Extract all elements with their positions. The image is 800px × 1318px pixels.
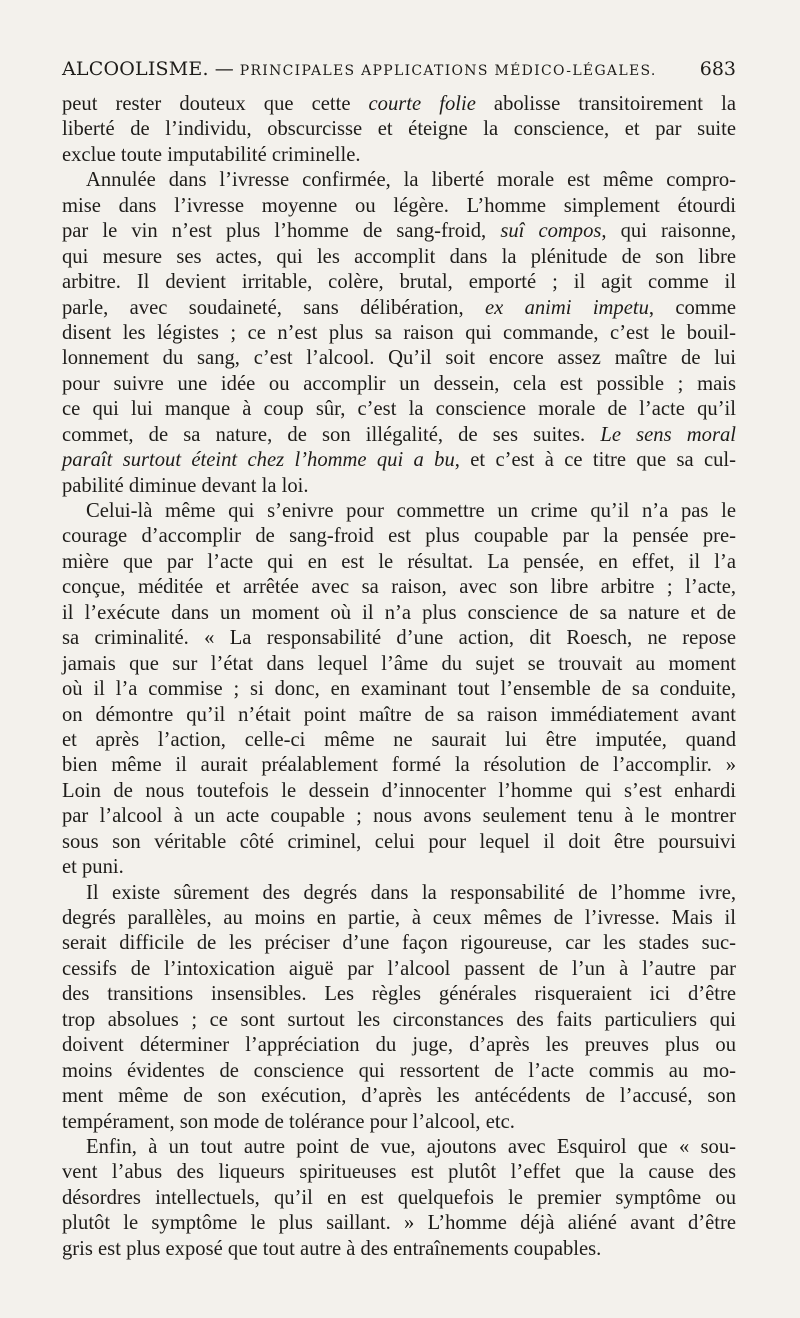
- text-run: , qui raisonne,: [601, 220, 736, 243]
- text-run: doivent déterminer l’appréciation du juge, d’après les preuves plus ou: [62, 1034, 736, 1057]
- text-line: [62, 550, 736, 575]
- text-line: [62, 703, 736, 728]
- text-line: [62, 245, 736, 270]
- italic-text: courte folie: [368, 93, 476, 115]
- page-number: 683: [699, 58, 736, 80]
- text-run: , et c’est à ce titre que sa cul-: [454, 449, 736, 472]
- text-run: parle, avec soudaineté, sans délibération,: [62, 296, 485, 319]
- text-line: [62, 1008, 736, 1033]
- text-line: [62, 92, 736, 117]
- text-line: [62, 931, 736, 956]
- text-line: [62, 1084, 736, 1109]
- text-run: il l’exécute dans un moment où il n’a plus conscience de sa nature et de: [62, 601, 736, 624]
- text-run: peut rester douteux que cette: [62, 93, 369, 115]
- text-run: gris est plus exposé que tout autre à des entraînements coupables.: [62, 1237, 602, 1260]
- header-left: [62, 58, 657, 80]
- text-line: [62, 168, 736, 193]
- text-run: Il existe sûrement des degrés dans la responsabilité de l’homme ivre,: [86, 881, 736, 904]
- italic-text: ex animi impetu: [484, 296, 649, 319]
- text-line: [62, 117, 736, 142]
- text-run: mise dans l’ivresse moyenne ou légère. L’homme simplement étourdi: [62, 194, 736, 217]
- text-run: sous son véritable côté criminel, celui pour lequel il doit être poursuivi: [62, 830, 736, 853]
- text-line: [62, 346, 736, 371]
- text-line: [62, 779, 736, 804]
- text-run: et après l’action, celle-ci même ne saurait lui être imputée, quand: [62, 728, 736, 751]
- text-line: [62, 881, 736, 906]
- text-run: vent l’abus des liqueurs spiritueuses est plutôt l’effet que la cause des: [62, 1161, 736, 1184]
- text-line: [62, 1160, 736, 1185]
- text-run: qui mesure ses actes, qui les accomplit dans la plénitude de son libre: [62, 245, 736, 268]
- text-run: mière que par l’acte qui en est le résultat. La pensée, en effet, il l’a: [62, 550, 736, 573]
- text-line: [62, 474, 736, 499]
- text-run: tempérament, son mode de tolérance pour l’alcool, etc.: [62, 1110, 515, 1133]
- text-line: [62, 1110, 736, 1135]
- italic-text: suî compos: [500, 220, 602, 243]
- text-run: Enfin, à un tout autre point de vue, ajoutons avec Esquirol que « sou-: [86, 1135, 736, 1158]
- text-line: [62, 143, 736, 168]
- text-line: [62, 575, 736, 600]
- text-line: [62, 652, 736, 677]
- text-run: exclue toute imputabilité criminelle.: [62, 143, 361, 166]
- text-line: [62, 906, 736, 931]
- text-line: [62, 321, 736, 346]
- text-run: par l’alcool à un acte coupable ; nous avons seulement tenu à le montrer: [62, 805, 736, 828]
- text-line: [62, 397, 736, 422]
- text-line: [62, 804, 736, 829]
- text-line: [62, 728, 736, 753]
- text-line: [62, 1211, 736, 1236]
- text-line: [62, 423, 736, 448]
- text-line: [62, 219, 736, 244]
- text-line: [62, 448, 736, 473]
- text-line: [62, 957, 736, 982]
- text-run: cessifs de l’intoxication aiguë par l’alcool passent de l’un à l’autre par: [62, 957, 736, 980]
- text-run: arbitre. Il devient irritable, colère, brutal, emporté ; il agit comme il: [62, 271, 736, 294]
- text-line: [62, 524, 736, 549]
- text-run: Loin de nous toutefois le dessein d’innocenter l’homme qui s’est enhardi: [62, 779, 736, 802]
- text-run: et puni.: [62, 856, 124, 879]
- text-line: [62, 296, 736, 321]
- text-run: , comme: [648, 296, 736, 319]
- text-run: courage d’accomplir de sang-froid est plus coupable par la pensée pre-: [62, 525, 736, 548]
- text-run: lonnement du sang, c’est l’alcool. Qu’il soit encore assez maître de lui: [62, 347, 736, 370]
- text-line: [62, 1186, 736, 1211]
- text-run: où il l’a commise ; si donc, en examinant tout l’ensemble de sa conduite,: [62, 678, 736, 701]
- text-run: désordres intellectuels, qu’il en est quelquefois le premier symptôme ou: [62, 1186, 736, 1209]
- text-line: [62, 830, 736, 855]
- text-run: moins évidentes de conscience qui ressortent de l’acte commis au mo-: [62, 1059, 736, 1082]
- text-run: on démontre qu’il n’était point maître de sa raison immédiatement avant: [62, 703, 736, 726]
- running-header: [62, 58, 736, 92]
- text-run: pour suivre une idée ou accomplir un dessein, cela est possible ; mais: [62, 372, 736, 395]
- text-run: bien même il aurait préalablement formé la résolution de l’accomplir. »: [62, 754, 736, 777]
- italic-text: Le sens moral: [600, 423, 736, 446]
- text-line: [62, 1237, 736, 1262]
- header-separator: —: [214, 58, 234, 80]
- text-run: serait difficile de les préciser d’une façon rigoureuse, car les stades suc-: [62, 932, 736, 955]
- text-line: [62, 626, 736, 651]
- text-run: liberté de l’individu, obscurcisse et éteigne la conscience, et par suite: [62, 118, 736, 141]
- text-run: trop absolues ; ce sont surtout les circonstances des faits particuliers qui: [62, 1008, 736, 1031]
- text-run: jamais que sur l’état dans lequel l’âme du sujet se trouvait au moment: [62, 652, 736, 675]
- chapter-title: ALCOOLISME.: [62, 58, 209, 80]
- text-run: ment même de son exécution, d’après les antécédents de l’accusé, son: [62, 1085, 736, 1108]
- text-line: [62, 270, 736, 295]
- text-line: [62, 194, 736, 219]
- body-text: [62, 92, 736, 1262]
- text-line: [62, 1135, 736, 1160]
- section-subtitle: PRINCIPALES APPLICATIONS MÉDICO-LÉGALES.: [239, 63, 657, 79]
- text-run: degrés parallèles, au moins en partie, à ceux mêmes de l’ivresse. Mais il: [62, 907, 736, 929]
- text-line: [62, 982, 736, 1007]
- text-line: [62, 753, 736, 778]
- text-run: plutôt le symptôme le plus saillant. » L’homme déjà aliéné avant d’être: [62, 1212, 736, 1235]
- italic-text: paraît surtout éteint chez l’homme qui a bu: [62, 449, 455, 472]
- text-line: [62, 372, 736, 397]
- text-run: par le vin n’est plus l’homme de sang-froid,: [62, 220, 501, 243]
- text-line: [62, 1059, 736, 1084]
- text-run: ce qui lui manque à coup sûr, c’est la conscience morale de l’acte qu’il: [62, 398, 736, 421]
- text-run: disent les légistes ; ce n’est plus sa raison qui commande, c’est le bouil-: [62, 321, 736, 344]
- text-run: abolisse transitoirement la: [475, 93, 736, 115]
- text-line: [62, 1033, 736, 1058]
- text-line: [62, 601, 736, 626]
- text-run: sa criminalité. « La responsabilité d’une action, dit Roesch, ne repose: [62, 627, 736, 650]
- text-run: commet, de sa nature, de son illégalité, de ses suites.: [62, 423, 601, 446]
- text-run: Celui-là même qui s’enivre pour commettre un crime qu’il n’a pas le: [86, 500, 736, 522]
- text-line: [62, 855, 736, 880]
- text-run: pabilité diminue devant la loi.: [62, 474, 309, 497]
- text-run: des transitions insensibles. Les règles générales risqueraient ici d’être: [62, 983, 736, 1006]
- text-line: [62, 499, 736, 524]
- text-run: conçue, méditée et arrêtée avec sa raison, avec son libre arbitre ; l’acte,: [62, 576, 736, 599]
- text-run: Annulée dans l’ivresse confirmée, la liberté morale est même compro-: [86, 169, 736, 192]
- text-line: [62, 677, 736, 702]
